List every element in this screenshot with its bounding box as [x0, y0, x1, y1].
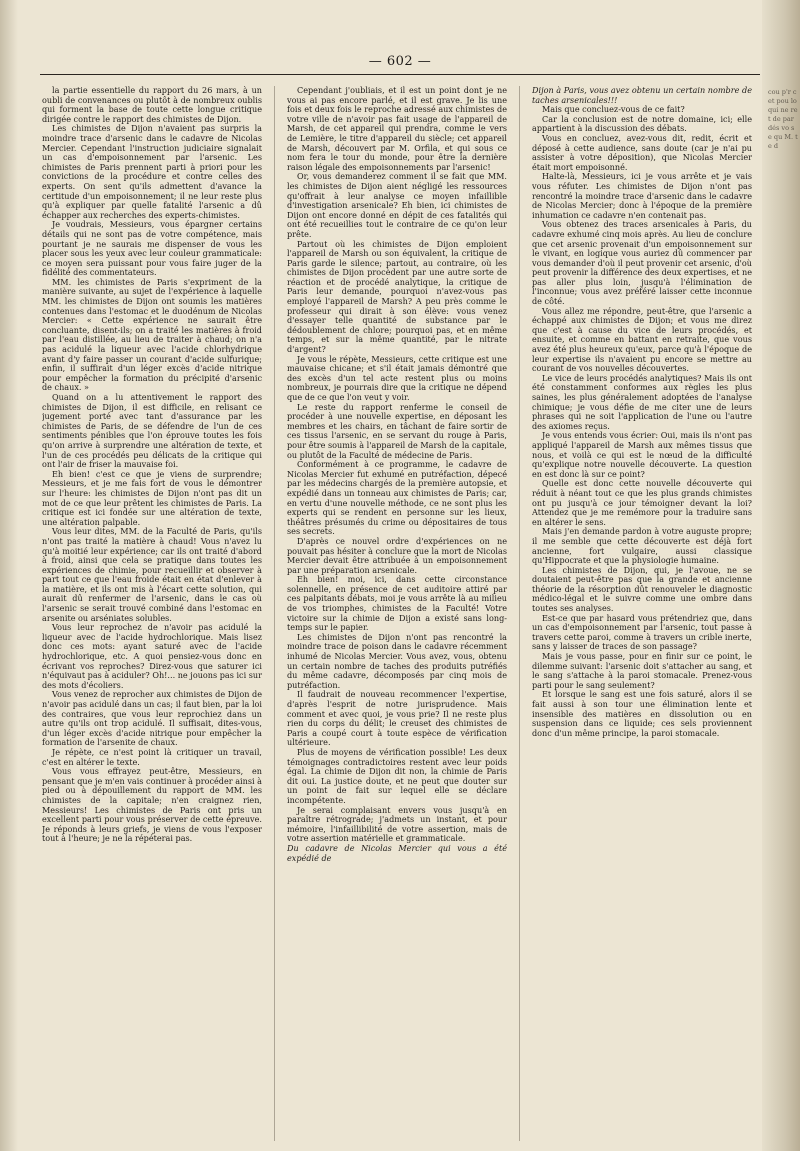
paragraph: Partout où les chimistes de Dijon emploient l'appareil de Marsh ou son équivalent, la critique de Paris garde le silence; partout, au contraire, où les chimistes de Dijon procèdent par une autre sorte de réaction et de procédé analytique, la critique de Paris leur demande, pourquoi n'avez-vous pas employé l'appareil de Marsh? A peu près comme le professeur qui dirait à son élève: vous venez d'essayer telle quantité de substance par le dédoublement de chlore; pourquoi pas, et en même temps, et sur la même quantité, par le nitrate d'argent?	[287, 238, 507, 355]
page-header	[40, 50, 760, 75]
paragraph: Quand on a lu attentivement le rapport des chimistes de Dijon, il est difficile, en relisant ce jugement porté avec tant d'assurance par les chimistes de Paris, de se défendre de l'un de ces sentiments pénibles que l'on éprouve toutes les fois qu'on arrive à surprendre une altération de texte, et l'un de ces procédés peu délicats de la critique qui ont l'air de friser la mauvaise foi.	[42, 392, 262, 470]
column-divider	[519, 86, 520, 1141]
paragraph: Quelle est donc cette nouvelle découverte qui réduit à néant tout ce que les plus grands chimistes ont pu jusqu'à ce jour témoigner devant la loi? Attendez que je me remémore pour la traduire sans en altérer le sens.	[532, 478, 752, 527]
paragraph: Halte-là, Messieurs, ici je vous arrête et je vais vous réfuter. Les chimistes de Dijon n'ont pas rencontré la moindre trace d'arsenic dans le cadavre de Nicolas Mercier; donc à l'époque de la première inhumation ce cadavre n'en contenait pas.	[532, 171, 752, 220]
paragraph: Vous venez de reprocher aux chimistes de Dijon de n'avoir pas acidulé dans un cas; il faut bien, par la loi des contraires, que vous leur reprochiez dans un autre qu'ils ont trop acidulé. Il suffisait, dites-vous, d'un léger excès d'acide nitrique pour empêcher la formation de l'arsenite de chaux.	[42, 689, 262, 748]
column-3	[532, 86, 752, 1141]
opening-line: Dijon à Paris, vous avez obtenu un certain nombre de taches arsenicales!!!	[532, 86, 752, 105]
paragraph: Et lorsque le sang est une fois saturé, alors il se fait aussi à son tour une élimination lente et insensible des matières en dissolution ou en suspension dans ce liquide; ces sels proviennent donc d'un même principe, la paroi stomacale.	[532, 689, 752, 738]
paragraph: Je vous entends vous écrier: Oui, mais ils n'ont pas appliqué l'appareil de Marsh aux mêmes tissus que nous, et voilà ce qui est le nœud de la difficulté qu'explique notre nouvelle découverte. La question en est donc là sur ce point?	[532, 430, 752, 479]
column-2	[287, 86, 507, 1141]
paragraph: Vous en concluez, avez-vous dit, redit, écrit et déposé à cette audience, sans doute (car je n'ai pu assister à votre déposition), que Nicolas Mercier était mort empoisonné.	[532, 132, 752, 172]
paragraph: Vous obtenez des traces arsenicales à Paris, du cadavre exhumé cinq mois après. Au lieu de conclure que cet arsenic provenait d'un empoisonnement sur le vivant, en logique vous auriez dû commencer par vous demander d'où il peut provenir cet arsenic, d'où peut provenir la différence des deux expertises, et ne pas aller plus loin, jusqu'à l'élimination de l'inconnue; vous avez préféré laisser cette inconnue de côté.	[532, 219, 752, 307]
paragraph: Le reste du rapport renferme le conseil de procéder à une nouvelle expertise, en déposant les membres et les chairs, en tâchant de faire sortir de ces tissus l'arsenic, en se servant du rouge à Paris, pour être soumis à l'appareil de Marsh de la capitale, ou plutôt de la Faculté de médecine de Paris.	[287, 401, 507, 460]
paragraph: Je voudrais, Messieurs, vous épargner certains détails qui ne sont pas de votre compétence, mais pourtant je ne saurais me dispenser de vous les placer sous les yeux avec leur couleur grammaticale: ce moyen sera puissant pour vous faire juger de la fidélité des commentateurs.	[42, 219, 262, 278]
paragraph: Je répète, ce n'est point là critiquer un travail, c'est en altérer le texte.	[42, 746, 262, 767]
paragraph: Le vice de leurs procédés analytiques? Mais ils ont été constamment conformes aux règles les plus saines, les plus généralement adoptées de l'analyse chimique; je vous défie de me citer une de leurs phrases qui ne soit l'application de l'une ou l'autre des axiomes reçus.	[532, 372, 752, 431]
column-1	[42, 86, 262, 1141]
paragraph: Plus de moyens de vérification possible! Les deux témoignages contradictoires restent avec leur poids égal. La chimie de Dijon dit non, la chimie de Paris dit oui. La justice doute, et ne peut que douter sur un point de fait sur lequel elle se déclare incompétente.	[287, 746, 507, 805]
paragraph: Vous vous effrayez peut-être, Messieurs, en pensant que je m'en vais continuer à procéder ainsi à pied ou à dépouillement du rapport de MM. les chimistes de la capitale; n'en craignez rien, Messieurs! Les chimistes de Paris ont pris un excellent parti pour vous préserver de cette épreuve. Je réponds à leurs griefs, je viens de vous l'exposer tout à l'heure; je ne la répéterai pas.	[42, 766, 262, 844]
text-columns	[42, 86, 752, 1141]
paragraph: Vous leur reprochez de n'avoir pas acidulé la liqueur avec de l'acide hydrochlorique. Mais lisez donc ces mots: ayant saturé avec de l'acide hydrochlorique, etc. A quoi pensiez-vous donc en écrivant vos reproches? Direz-vous que saturer ici n'équivaut pas à aciduler? Oh!... ne jouons pas ici sur des mots d'écoliers.	[42, 622, 262, 690]
paragraph: Il faudrait de nouveau recommencer l'expertise, d'après l'esprit de notre jurisprudence. Mais comment et avec quoi, je vous prie? Il ne reste plus rien du corps du délit; le creuset des chimistes de Paris a coupé court à toute espèce de vérification ultérieure.	[287, 689, 507, 748]
paragraph: Je vous le répète, Messieurs, cette critique est une mauvaise chicane; et s'il était jamais démontré que des excès d'un tel acte restent plus ou moins nombreux, je pourrais dire que la critique ne dépend que de ce que l'on veut y voir.	[287, 353, 507, 402]
facing-page-fragments: cou p'r cet pou lo qui ne ret de par dés vo se qu M. te d	[768, 88, 798, 150]
paragraph: Mais j'en demande pardon à votre auguste propre; il me semble que cette découverte est déjà fort ancienne, fort vulgaire, aussi classique qu'Hippocrate et que la physiologie humaine.	[532, 526, 752, 566]
paragraph: Mais je vous passe, pour en finir sur ce point, le dilemme suivant: l'arsenic doit s'attacher au sang, et le sang s'attache à la paroi stomacale. Prenez-vous parti pour le sang seulement?	[532, 651, 752, 690]
paragraph: Est-ce que par hasard vous prétendriez que, dans un cas d'empoisonnement par l'arsenic, tout passe à travers cette paroi, comme à travers un crible inerte, sans y laisser de traces de son passage?	[532, 612, 752, 652]
paragraph: Les chimistes de Dijon, qui, je l'avoue, ne se doutaient peut-être pas que la grande et ancienne théorie de la résorption dût renouveler le diagnostic médico-légal et le suivre comme une ombre dans toutes ses analyses.	[532, 564, 752, 614]
facing-page-edge	[762, 0, 800, 1151]
page-number: — 602 —	[368, 54, 432, 69]
paragraph: Car la conclusion est de notre domaine, ici; elle appartient à la discussion des débats.	[532, 113, 752, 134]
paragraph: Eh bien! moi, ici, dans cette circonstance solennelle, en présence de cet auditoire attiré par ces palpitants débats, moi je vous arrête là au milieu de vos triomphes, chimistes de la Faculté! Votre victoire sur la chimie de Dijon a existé sans long-temps sur le papier.	[287, 574, 507, 633]
column-divider	[274, 86, 275, 1141]
paragraph: Eh bien! c'est ce que je viens de surprendre; Messieurs, et je me fais fort de vous le démontrer sur l'heure: les chimistes de Dijon n'ont pas dit un mot de ce que leur prêtent les chimistes de Paris. La critique est ici fondée sur une altération de texte, une altération palpable.	[42, 468, 262, 527]
paragraph: Conformément à ce programme, le cadavre de Nicolas Mercier fut exhumé en putréfaction, dépecé par les médecins chargés de la première autopsie, et expédié dans un tonneau aux chimistes de Paris; car, en vertu d'une nouvelle méthode, ce ne sont plus les experts qui se rendent en personne sur les lieux, théâtres présumés du crime ou dépositaires de tous ses secrets.	[287, 459, 507, 537]
paragraph: la partie essentielle du rapport du 26 mars, à un oubli de convenances ou plutôt à de nombreux oublis qui forment la base de toute cette longue critique dirigée contre le rapport des chimistes de Dijon.	[42, 86, 262, 124]
paragraph: Mais que concluez-vous de ce fait?	[542, 104, 685, 115]
paragraph: Vous allez me répondre, peut-être, que l'arsenic a échappé aux chimistes de Dijon; et vous me direz que c'est à cause du vice de leurs procédés, et ensuite, et comme en battant en retraite, que vous avez été plus heureux qu'eux, parce qu'à l'époque de leur expertise ils n'avaient pu encore se mettre au courant de vos nouvelles découvertes.	[532, 305, 752, 374]
paragraph: MM. les chimistes de Paris s'expriment de la manière suivante, au sujet de l'expérience à laquelle MM. les chimistes de Dijon ont soumis les matières contenues dans l'estomac et le duodénum de Nicolas Mercier: « Cette expérience ne saurait être concluante, disent-ils; on a traité les matières à froid par l'eau distillée, au lieu de traiter à chaud; on n'a pas acidulé la liqueur avec l'acide chlorhydrique avant d'y faire passer un courant d'acide sulfurique; enfin, il suffirait d'un léger excès d'acide nitrique pour empêcher la formation du précipité d'arsenic de chaux. »	[42, 276, 262, 393]
paragraph: D'après ce nouvel ordre d'expériences on ne pouvait pas hésiter à conclure que la mort de Nicolas Mercier devait être attribuée à un empoisonnement par une préparation arsenicale.	[287, 535, 507, 575]
paragraph: Cependant j'oubliais, et il est un point dont je ne vous ai pas encore parlé, et il est grave. Je lis une fois et deux fois le reproche adressé aux chimistes de votre ville de n'avoir pas fait usage de l'appareil de Marsh, de cet appareil qui prendra, comme le vers de Lemière, le titre d'appareil du siècle; cet appareil de Marsh, découvert par M. Orfila, et qui sous ce nom fera le tour du monde, pour être la dernière raison légale des empoisonnements par l'arsenic!	[287, 86, 507, 172]
paragraph: Vous leur dites, MM. de la Faculté de Paris, qu'ils n'ont pas traité la matière à chaud! Vous n'avez lu qu'à moitié leur expérience; car ils ont traité d'abord à froid, ainsi que cela se pratique dans toutes les expériences de chimie, pour recueillir et observer à part tout ce que l'eau froide était en état d'enlever à la matière, et ils ont mis à l'écart cette solution, qui aurait dû renfermer de l'arsenic, dans le cas où l'arsenic se serait trouvé combiné dans l'estomac en arsenite ou arséniates solubles.	[42, 526, 262, 623]
paragraph: Je serai complaisant envers vous jusqu'à en paraître rétrograde; j'admets un instant, et pour mémoire, l'infaillibilité de votre assertion, mais de votre assertion matérielle et grammaticale.	[287, 804, 507, 844]
paragraph: Les chimistes de Dijon n'avaient pas surpris la moindre trace d'arsenic dans le cadavre de Nicolas Mercier. Cependant l'instruction judiciaire signalait un cas d'empoisonnement par l'arsenic. Les chimistes de Paris prennent parti à priori pour les convictions de la procédure et contre celles des experts. On sent qu'ils admettent d'avance la certitude d'un empoisonnement; il ne leur reste plus qu'à expliquer par quelle fatalité l'arsenic a dû échapper aux recherches des experts-chimistes.	[42, 123, 262, 220]
paragraph: Les chimistes de Dijon n'ont pas rencontré la moindre trace de poison dans le cadavre récemment inhumé de Nicolas Mercier. Vous avez, vous, obtenu un certain nombre de taches des produits putréfiés du même cadavre, décomposés par cinq mois de putréfaction.	[287, 631, 507, 690]
closing-line: Du cadavre de Nicolas Mercier qui vous a été expédié de	[287, 842, 507, 863]
paragraph: Or, vous demanderez comment il se fait que MM. les chimistes de Dijon aient négligé les ressources qu'offrait à leur analyse ce moyen infaillible d'investigation arsenicale? Eh bien, ici chimistes de Dijon ont encore donné en dépit de ces fatalités qui ont été recueillies tout le contraire de ce qu'on leur prête.	[287, 171, 507, 239]
page-gutter-shadow	[0, 0, 18, 1151]
